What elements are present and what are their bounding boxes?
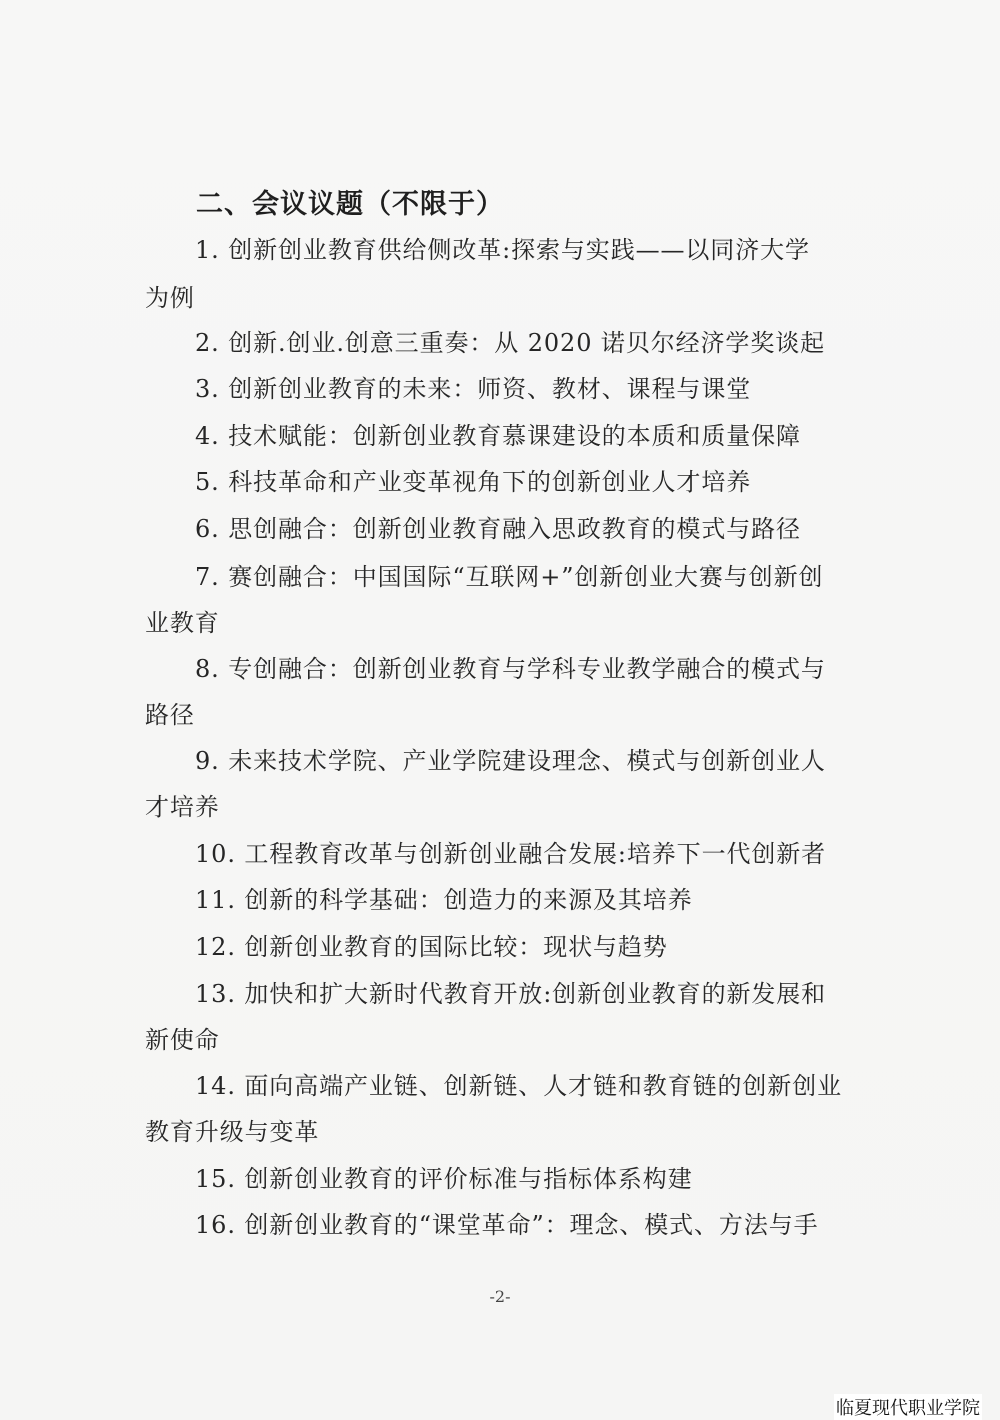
agenda-item-line: 14. 面向高端产业链、创新链、人才链和教育链的创新创业	[195, 1072, 842, 1100]
agenda-item	[145, 1156, 865, 1202]
agenda-item-line: 为例	[145, 284, 195, 312]
agenda-item	[145, 877, 865, 923]
agenda-item-line: 新使命	[145, 1026, 220, 1054]
agenda-item	[145, 831, 865, 877]
agenda-item-line: 4. 技术赋能：创新创业教育慕课建设的本质和质量保障	[195, 422, 801, 450]
agenda-item	[145, 320, 865, 366]
source-watermark: 临夏现代职业学院	[834, 1394, 982, 1420]
agenda-item-continuation	[145, 275, 865, 321]
agenda-item	[145, 1063, 865, 1109]
agenda-item-continuation	[145, 784, 865, 830]
agenda-item-continuation	[145, 1017, 865, 1063]
agenda-item	[145, 738, 865, 784]
agenda-item	[145, 459, 865, 505]
agenda-item-line: 3. 创新创业教育的未来：师资、教材、课程与课堂	[195, 375, 752, 403]
agenda-item-continuation	[145, 1109, 865, 1155]
agenda-item-line: 教育升级与变革	[145, 1118, 320, 1146]
page-number: -2-	[489, 1287, 511, 1306]
agenda-item	[145, 227, 865, 273]
agenda-item	[145, 1202, 865, 1248]
agenda-item-line: 9. 未来技术学院、产业学院建设理念、模式与创新创业人	[195, 747, 826, 775]
agenda-item-continuation	[145, 692, 865, 738]
agenda-item-continuation	[145, 600, 865, 646]
agenda-item	[145, 924, 865, 970]
agenda-item-line: 8. 专创融合：创新创业教育与学科专业教学融合的模式与	[195, 655, 826, 683]
agenda-item-line: 11. 创新的科学基础：创造力的来源及其培养	[195, 886, 693, 914]
agenda-item-line: 路径	[145, 701, 195, 729]
agenda-item-line: 13. 加快和扩大新时代教育开放:创新创业教育的新发展和	[195, 980, 827, 1008]
agenda-item-line: 2. 创新.创业.创意三重奏：从 2020 诺贝尔经济学奖谈起	[195, 329, 826, 357]
agenda-item-line: 业教育	[145, 609, 220, 637]
agenda-item	[145, 366, 865, 412]
agenda-item-line: 7. 赛创融合：中国国际“互联网+”创新创业大赛与创新创	[195, 563, 824, 591]
agenda-item	[145, 971, 865, 1017]
agenda-item	[145, 413, 865, 459]
agenda-item-line: 才培养	[145, 793, 220, 821]
agenda-item-line: 6. 思创融合：创新创业教育融入思政教育的模式与路径	[195, 515, 801, 543]
agenda-item-line: 10. 工程教育改革与创新创业融合发展:培养下一代创新者	[195, 840, 827, 868]
agenda-item-line: 12. 创新创业教育的国际比较：现状与趋势	[195, 933, 668, 961]
agenda-item-line: 15. 创新创业教育的评价标准与指标体系构建	[195, 1165, 693, 1193]
agenda-item	[145, 646, 865, 692]
agenda-item-line: 5. 科技革命和产业变革视角下的创新创业人才培养	[195, 468, 752, 496]
agenda-item-line: 16. 创新创业教育的“课堂革命”：理念、模式、方法与手	[195, 1211, 819, 1239]
agenda-item-line: 1. 创新创业教育供给侧改革:探索与实践——以同济大学	[195, 236, 810, 264]
agenda-item	[145, 554, 865, 600]
section-heading: 二、会议议题（不限于）	[196, 189, 504, 220]
agenda-item	[145, 506, 865, 552]
